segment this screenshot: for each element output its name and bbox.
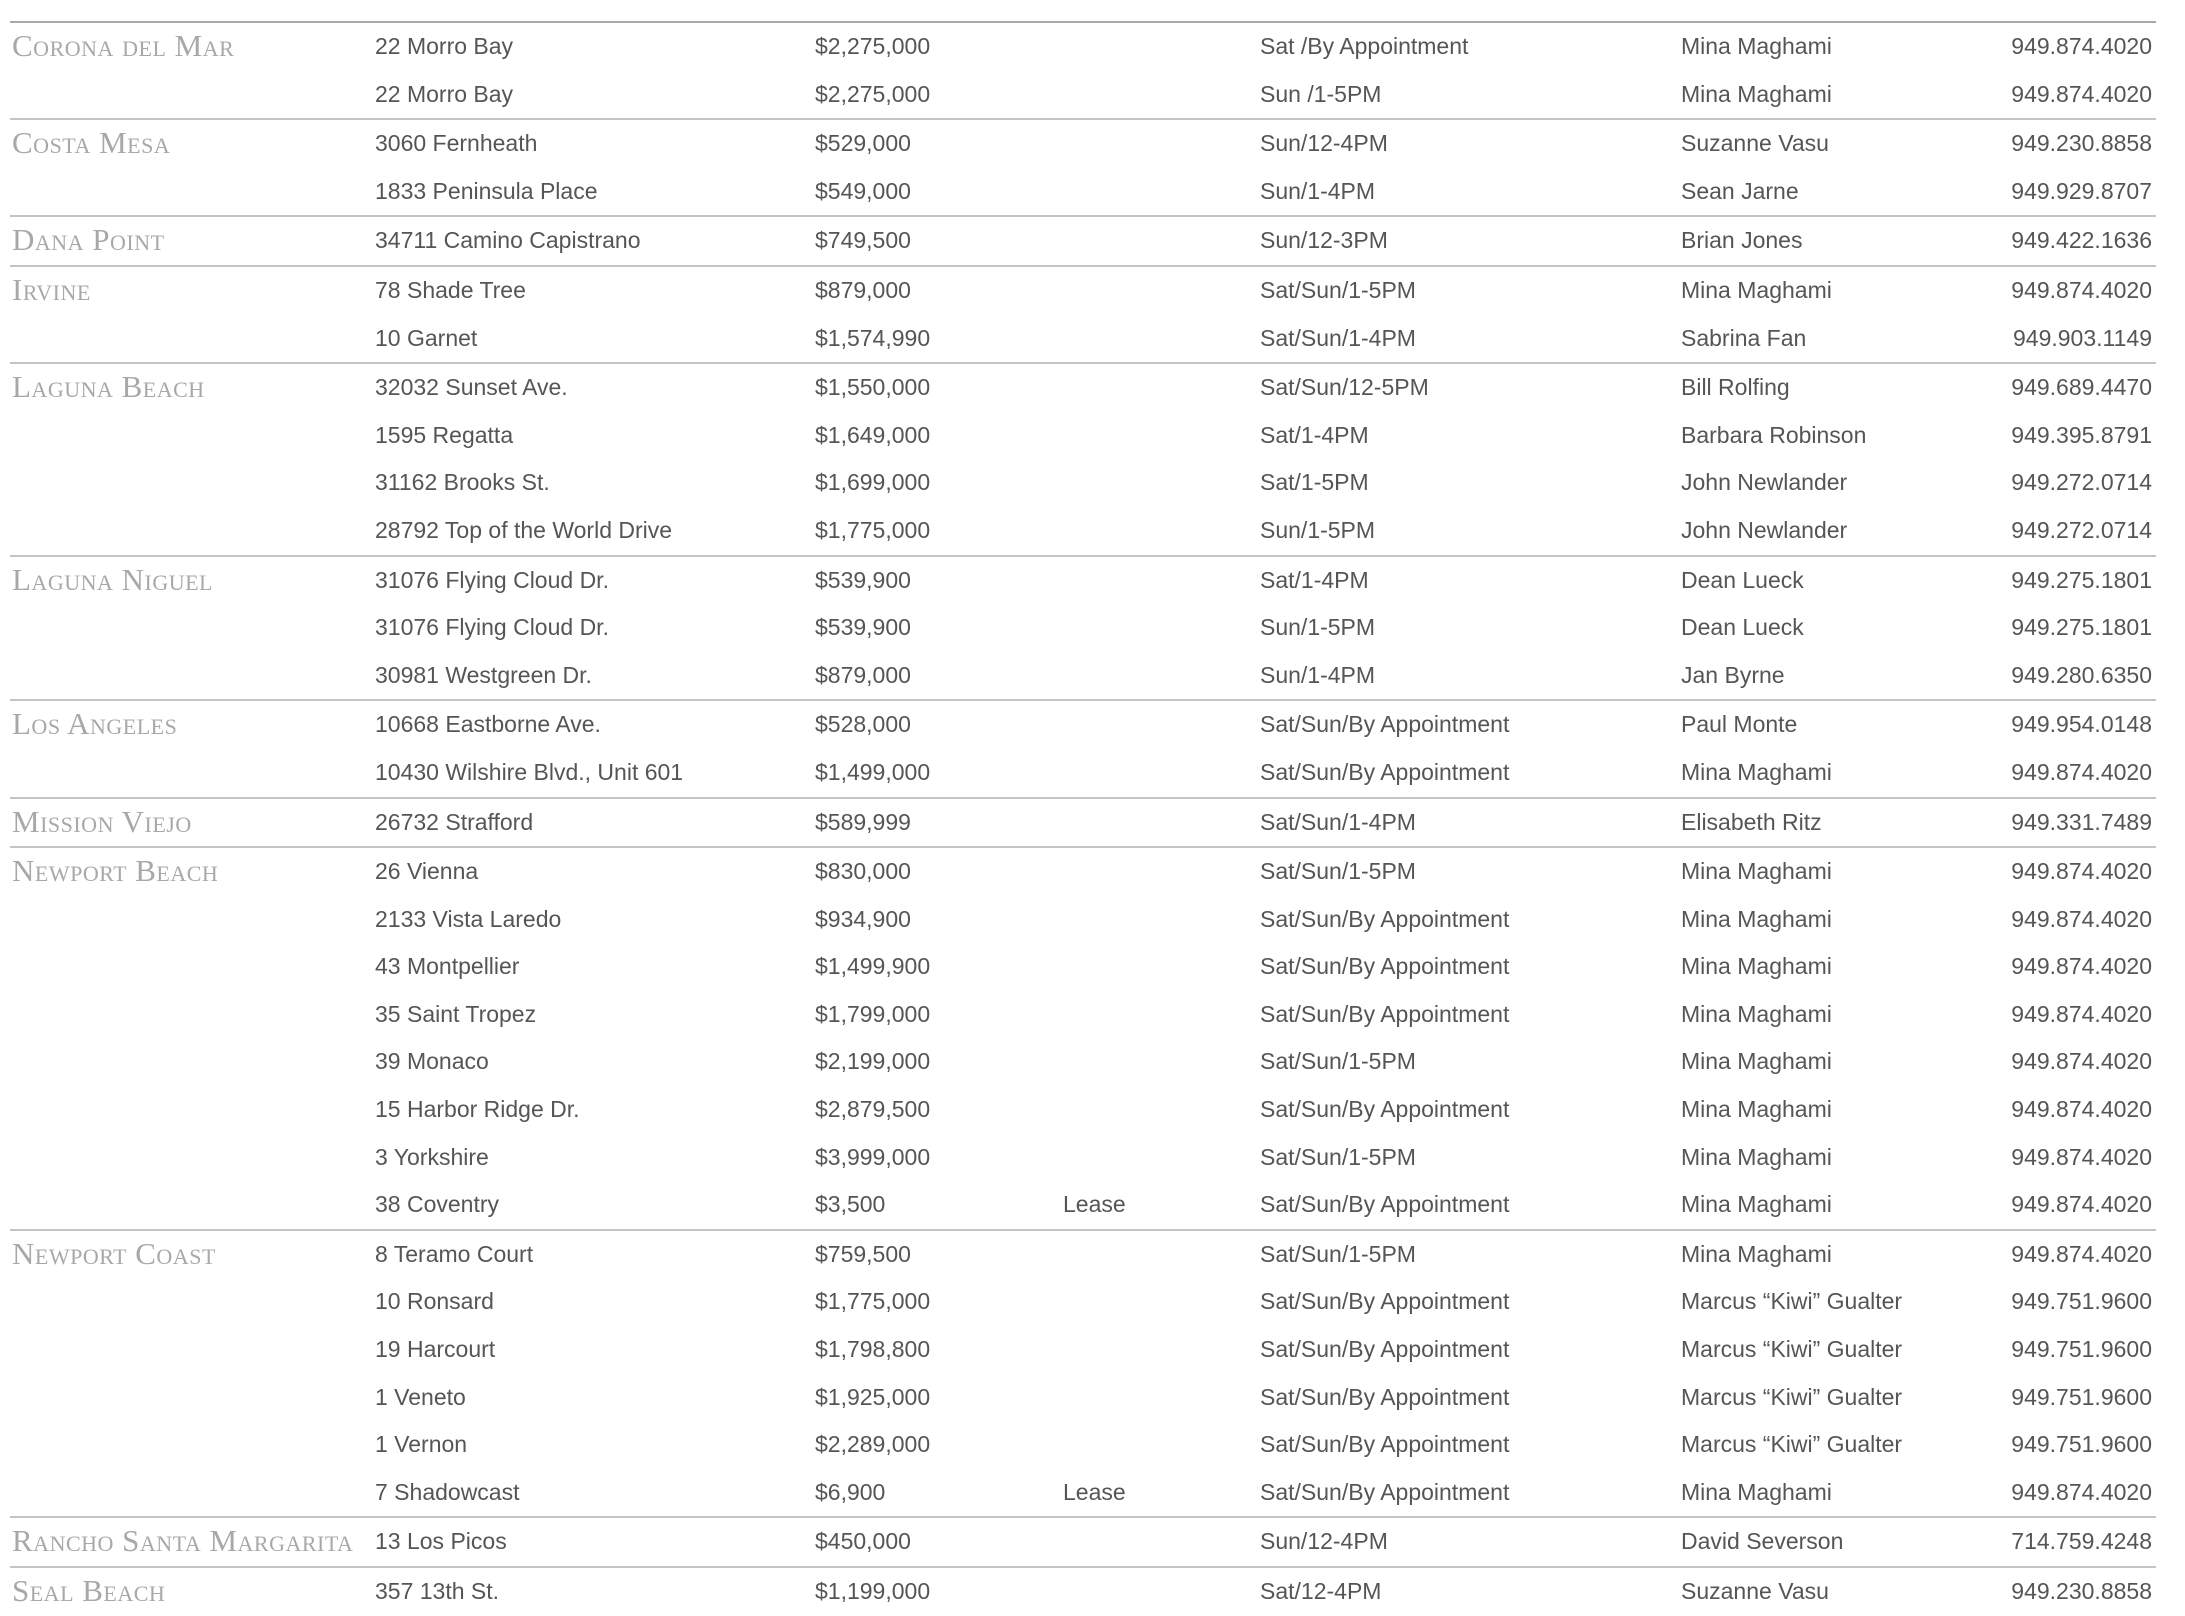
open-house-time: Sun/12-4PM: [1260, 1528, 1388, 1555]
listing-address: 3 Yorkshire: [375, 1143, 489, 1170]
city-group: [10, 118, 2156, 215]
city-name: Seal Beach: [12, 1573, 166, 1608]
agent-phone: 949.874.4020: [2011, 1000, 2152, 1027]
listing-price: $1,499,000: [815, 758, 931, 785]
city-name: Los Angeles: [12, 706, 178, 742]
city-name: Rancho Santa Margarita: [12, 1523, 354, 1559]
listing-address: 22 Morro Bay: [375, 80, 514, 107]
listing-address: 1833 Peninsula Place: [375, 177, 598, 204]
listing-price: $1,775,000: [815, 516, 931, 543]
listing-price: $3,500: [815, 1191, 886, 1218]
city-name: Laguna Niguel: [12, 561, 213, 597]
open-house-time: Sun/1-5PM: [1260, 614, 1376, 641]
listing-row: [10, 991, 2156, 1039]
listing-price: $450,000: [815, 1528, 911, 1555]
listing-row: [10, 267, 2156, 315]
open-house-time: Sun/12-3PM: [1260, 227, 1388, 254]
open-house-time: Sat/Sun/By Appointment: [1260, 1096, 1510, 1123]
agent-name: Mina Maghami: [1681, 80, 1832, 107]
agent-name: Mina Maghami: [1681, 858, 1832, 885]
listing-row: [10, 1374, 2156, 1422]
city-group: [10, 699, 2156, 796]
listing-row: [10, 1181, 2156, 1229]
open-house-time: Sat/Sun/By Appointment: [1260, 1478, 1510, 1505]
agent-name: Mina Maghami: [1681, 758, 1832, 785]
listing-address: 10668 Eastborne Ave.: [375, 711, 601, 738]
agent-name: Marcus “Kiwi” Gualter: [1681, 1431, 1903, 1458]
open-house-time: Sun/12-4PM: [1260, 130, 1388, 157]
agent-name: John Newlander: [1681, 516, 1848, 543]
agent-phone: 949.751.9600: [2011, 1336, 2152, 1363]
open-house-time: Sat/Sun/1-4PM: [1260, 324, 1416, 351]
listing-price: $6,900: [815, 1478, 886, 1505]
listing-address: 10 Ronsard: [375, 1288, 494, 1315]
agent-phone: 949.874.4020: [2011, 1143, 2152, 1170]
listing-price: $1,775,000: [815, 1288, 931, 1315]
listing-price: $2,289,000: [815, 1431, 931, 1458]
listing-row: [10, 1086, 2156, 1134]
listing-address: 26 Vienna: [375, 858, 479, 885]
listing-price: $2,879,500: [815, 1096, 931, 1123]
listing-row: [10, 23, 2156, 71]
listing-price: $879,000: [815, 276, 911, 303]
listing-address: 34711 Camino Capistrano: [375, 227, 641, 254]
agent-name: John Newlander: [1681, 469, 1848, 496]
agent-phone: 949.874.4020: [2011, 905, 2152, 932]
agent-phone: 949.230.8858: [2011, 1578, 2152, 1604]
listing-address: 78 Shade Tree: [375, 276, 526, 303]
open-house-time: Sat/Sun/1-5PM: [1260, 1048, 1416, 1075]
listing-row: [10, 459, 2156, 507]
agent-name: Sean Jarne: [1681, 177, 1799, 204]
city-group: [10, 1516, 2156, 1566]
listing-row: [10, 1134, 2156, 1182]
agent-name: Mina Maghami: [1681, 276, 1832, 303]
agent-name: Elisabeth Ritz: [1681, 808, 1822, 835]
listing-address: 1595 Regatta: [375, 421, 514, 448]
listing-row: [10, 701, 2156, 749]
open-house-time: Sat/Sun/By Appointment: [1260, 1000, 1510, 1027]
agent-phone: 949.874.4020: [2011, 1048, 2152, 1075]
listing-address: 2133 Vista Laredo: [375, 905, 562, 932]
city-name: Dana Point: [12, 222, 165, 258]
listing-price: $1,574,990: [815, 324, 931, 351]
open-house-time: Sat/Sun/1-5PM: [1260, 858, 1416, 885]
agent-name: Marcus “Kiwi” Gualter: [1681, 1288, 1903, 1315]
agent-name: Mina Maghami: [1681, 1240, 1832, 1267]
open-house-time: Sat/1-4PM: [1260, 566, 1369, 593]
agent-phone: 949.874.4020: [2011, 33, 2152, 59]
agent-name: Brian Jones: [1681, 227, 1803, 254]
agent-phone: 949.272.0714: [2011, 469, 2152, 496]
listing-price: $1,499,900: [815, 953, 931, 980]
agent-name: Mina Maghami: [1681, 33, 1832, 59]
listing-row: [10, 120, 2156, 168]
agent-phone: 949.874.4020: [2011, 1240, 2152, 1267]
listing-address: 26732 Strafford: [375, 808, 534, 835]
listing-price: $539,900: [815, 566, 911, 593]
listing-price: $749,500: [815, 227, 911, 254]
agent-name: Mina Maghami: [1681, 1000, 1832, 1027]
listing-address: 30981 Westgreen Dr.: [375, 661, 592, 688]
listing-row: [10, 1326, 2156, 1374]
listing-address: 31162 Brooks St.: [375, 469, 550, 496]
city-group: [10, 1229, 2156, 1517]
listing-row: [10, 604, 2156, 652]
agent-name: Barbara Robinson: [1681, 421, 1867, 448]
listing-row: [10, 168, 2156, 216]
listing-address: 31076 Flying Cloud Dr.: [375, 614, 609, 641]
listing-address: 35 Saint Tropez: [375, 1000, 537, 1027]
listing-row: [10, 1518, 2156, 1566]
listing-address: 15 Harbor Ridge Dr.: [375, 1096, 580, 1123]
agent-phone: 949.874.4020: [2011, 1096, 2152, 1123]
city-group: [10, 21, 2156, 118]
agent-phone: 949.275.1801: [2011, 566, 2152, 593]
agent-name: Dean Lueck: [1681, 566, 1804, 593]
listing-row: [10, 1231, 2156, 1279]
listing-row: [10, 412, 2156, 460]
agent-phone: 949.954.0148: [2011, 711, 2152, 738]
listing-price: $879,000: [815, 661, 911, 688]
open-house-time: Sat/Sun/By Appointment: [1260, 953, 1510, 980]
listing-price: $528,000: [815, 711, 911, 738]
open-house-time: Sun/1-4PM: [1260, 661, 1376, 688]
city-name: Newport Coast: [12, 1235, 216, 1271]
listing-address: 31076 Flying Cloud Dr.: [375, 566, 609, 593]
agent-name: Suzanne Vasu: [1681, 130, 1829, 157]
agent-name: Mina Maghami: [1681, 953, 1832, 980]
agent-name: Suzanne Vasu: [1681, 1578, 1829, 1604]
agent-name: Marcus “Kiwi” Gualter: [1681, 1336, 1903, 1363]
open-house-time: Sat/Sun/1-5PM: [1260, 1143, 1416, 1170]
agent-name: Bill Rolfing: [1681, 374, 1790, 401]
listing-address: 38 Coventry: [375, 1191, 500, 1218]
agent-name: Mina Maghami: [1681, 1143, 1832, 1170]
city-group: [10, 362, 2156, 554]
agent-phone: 949.275.1801: [2011, 614, 2152, 641]
open-house-time: Sat/Sun/By Appointment: [1260, 1191, 1510, 1218]
listing-price: $2,275,000: [815, 33, 931, 59]
city-name: Newport Beach: [12, 853, 219, 889]
agent-name: Mina Maghami: [1681, 1191, 1832, 1218]
city-name: Laguna Beach: [12, 369, 205, 405]
listing-price: $549,000: [815, 177, 911, 204]
agent-name: Jan Byrne: [1681, 661, 1785, 688]
listing-price: $1,699,000: [815, 469, 931, 496]
agent-phone: 949.230.8858: [2011, 130, 2152, 157]
agent-phone: 949.874.4020: [2011, 858, 2152, 885]
listing-price: $3,999,000: [815, 1143, 931, 1170]
open-house-time: Sat/Sun/1-4PM: [1260, 808, 1416, 835]
agent-phone: 949.929.8707: [2011, 177, 2152, 204]
listing-price: $1,199,000: [815, 1578, 931, 1604]
open-house-time: Sat/12-4PM: [1260, 1578, 1382, 1604]
open-house-time: Sat/Sun/By Appointment: [1260, 711, 1510, 738]
listing-price: $2,199,000: [815, 1048, 931, 1075]
listing-address: 43 Montpellier: [375, 953, 520, 980]
agent-phone: 949.874.4020: [2011, 1478, 2152, 1505]
listing-price: $2,275,000: [815, 80, 931, 107]
listing-row: [10, 848, 2156, 896]
agent-phone: 949.874.4020: [2011, 953, 2152, 980]
city-group: [10, 215, 2156, 265]
listing-address: 10 Garnet: [375, 324, 478, 351]
listing-row: [10, 315, 2156, 363]
listing-address: 7 Shadowcast: [375, 1478, 520, 1505]
listing-row: [10, 557, 2156, 605]
listing-row: [10, 1469, 2156, 1517]
listing-row: [10, 507, 2156, 555]
listing-type: Lease: [1063, 1191, 1126, 1218]
listing-row: [10, 1038, 2156, 1086]
listing-address: 3060 Fernheath: [375, 130, 538, 157]
open-house-time: Sat/Sun/By Appointment: [1260, 1336, 1510, 1363]
listing-price: $1,649,000: [815, 421, 931, 448]
agent-phone: 949.395.8791: [2011, 421, 2152, 448]
listing-address: 13 Los Picos: [375, 1528, 507, 1555]
city-group: [10, 555, 2156, 700]
listing-row: [10, 217, 2156, 265]
city-group: [10, 797, 2156, 847]
agent-phone: 949.903.1149: [2013, 324, 2152, 351]
agent-phone: 949.331.7489: [2011, 808, 2152, 835]
listing-address: 39 Monaco: [375, 1048, 489, 1075]
agent-phone: 949.874.4020: [2011, 1191, 2152, 1218]
listing-row: [10, 943, 2156, 991]
agent-name: David Severson: [1681, 1528, 1844, 1555]
agent-phone: 949.874.4020: [2011, 276, 2152, 303]
listing-price: $934,900: [815, 905, 911, 932]
open-house-time: Sat/Sun/By Appointment: [1260, 1383, 1510, 1410]
agent-phone: 949.751.9600: [2011, 1288, 2152, 1315]
open-house-time: Sat/Sun/By Appointment: [1260, 1288, 1510, 1315]
listing-row: [10, 1278, 2156, 1326]
listing-row: [10, 896, 2156, 944]
listing-row: [10, 71, 2156, 119]
agent-name: Mina Maghami: [1681, 1048, 1832, 1075]
agent-phone: 949.280.6350: [2011, 661, 2152, 688]
open-house-time: Sat/Sun/By Appointment: [1260, 758, 1510, 785]
listing-price: $1,550,000: [815, 374, 931, 401]
city-name: Mission Viejo: [12, 803, 192, 839]
agent-name: Dean Lueck: [1681, 614, 1804, 641]
listing-address: 28792 Top of the World Drive: [375, 516, 673, 543]
listing-address: 10430 Wilshire Blvd., Unit 601: [375, 758, 684, 785]
open-house-time: Sun/1-4PM: [1260, 177, 1376, 204]
agent-name: Mina Maghami: [1681, 1096, 1832, 1123]
agent-phone: 949.874.4020: [2011, 758, 2152, 785]
listing-address: 22 Morro Bay: [375, 33, 514, 59]
listing-price: $759,500: [815, 1240, 911, 1267]
listing-address: 357 13th St.: [375, 1578, 500, 1604]
listing-address: 19 Harcourt: [375, 1336, 496, 1363]
listing-address: 1 Vernon: [375, 1431, 468, 1458]
listing-price: $1,798,800: [815, 1336, 931, 1363]
agent-phone: 949.874.4020: [2011, 80, 2152, 107]
city-name: Corona del Mar: [12, 28, 235, 63]
city-group: [10, 265, 2156, 362]
listing-address: 32032 Sunset Ave.: [375, 374, 568, 401]
city-group: [10, 846, 2156, 1229]
agent-name: Marcus “Kiwi” Gualter: [1681, 1383, 1903, 1410]
listing-address: 1 Veneto: [375, 1383, 466, 1410]
open-house-time: Sat/1-4PM: [1260, 421, 1369, 448]
agent-name: Paul Monte: [1681, 711, 1798, 738]
open-house-time: Sat/Sun/12-5PM: [1260, 374, 1429, 401]
listing-row: [10, 749, 2156, 797]
listing-address: 8 Teramo Court: [375, 1240, 534, 1267]
agent-phone: 949.751.9600: [2011, 1431, 2152, 1458]
open-house-listing-table: [10, 21, 2156, 1616]
agent-name: Mina Maghami: [1681, 1478, 1832, 1505]
open-house-time: Sat/Sun/By Appointment: [1260, 905, 1510, 932]
city-name: Costa Mesa: [12, 125, 171, 161]
open-house-time: Sat/Sun/By Appointment: [1260, 1431, 1510, 1458]
open-house-time: Sat/Sun/1-5PM: [1260, 1240, 1416, 1267]
open-house-time: Sun /1-5PM: [1260, 80, 1382, 107]
listing-row: [10, 364, 2156, 412]
open-house-time: Sun/1-5PM: [1260, 516, 1376, 543]
listing-row: [10, 799, 2156, 847]
agent-phone: 714.759.4248: [2011, 1528, 2152, 1555]
agent-phone: 949.689.4470: [2011, 374, 2152, 401]
open-house-time: Sat/Sun/1-5PM: [1260, 276, 1416, 303]
city-group: [10, 1566, 2156, 1616]
agent-name: Mina Maghami: [1681, 905, 1832, 932]
listing-row: [10, 1421, 2156, 1469]
listing-type: Lease: [1063, 1478, 1126, 1505]
agent-phone: 949.422.1636: [2011, 227, 2152, 254]
listing-price: $539,900: [815, 614, 911, 641]
open-house-time: Sat /By Appointment: [1260, 33, 1469, 59]
agent-name: Sabrina Fan: [1681, 324, 1807, 351]
city-name: Irvine: [12, 271, 91, 307]
listing-price: $529,000: [815, 130, 911, 157]
listing-price: $1,799,000: [815, 1000, 931, 1027]
agent-phone: 949.272.0714: [2011, 516, 2152, 543]
listing-price: $830,000: [815, 858, 911, 885]
agent-phone: 949.751.9600: [2011, 1383, 2152, 1410]
listing-price: $1,925,000: [815, 1383, 931, 1410]
listing-row: [10, 652, 2156, 700]
open-house-time: Sat/1-5PM: [1260, 469, 1369, 496]
listing-price: $589,999: [815, 808, 911, 835]
